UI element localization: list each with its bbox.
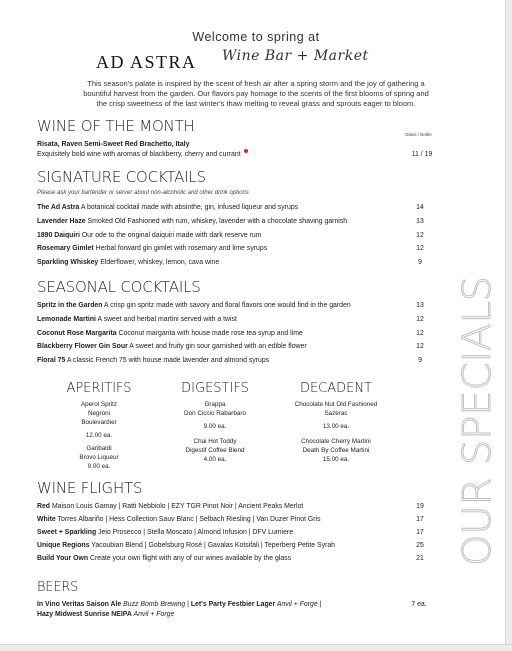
- seasonal-item-name: Blackberry Flower Gin Sour: [37, 343, 128, 351]
- beers-heading: BEERS: [37, 580, 79, 595]
- our-specials-side-text: [446, 270, 506, 570]
- beer-brewery: Anvil + Forge: [275, 601, 318, 608]
- beer-line-2: [37, 610, 427, 619]
- seasonal-heading: SEASONAL COCKTAILS: [37, 278, 201, 296]
- beer-price: 7 ea.: [411, 601, 427, 608]
- signature-item: [37, 203, 427, 212]
- page-edge-bottom: [0, 644, 512, 651]
- welcome-text: Welcome to spring at: [192, 30, 320, 44]
- flight-item-price: 21: [416, 555, 424, 562]
- decadent-heading: DECADENT: [299, 381, 373, 396]
- signature-item-desc: Elderflower, whiskey, lemon, cava wine: [98, 259, 220, 267]
- seasonal-item-desc: A sweet and herbal martini served with a twist: [95, 315, 237, 323]
- intro-line: bountiful harvest from the garden. Our flavors pay homage to the scents of the first blooms of spring and: [83, 89, 429, 98]
- beer-name: In Vino Veritas Saison Ale: [37, 601, 122, 608]
- flight-item-desc: Maison Louis Gamay | Ratti Nebbiolo | EZY TGR Pinot Noir | Ancient Peaks Merlot: [50, 503, 304, 510]
- intro-line: This season's palate is inspired by the scent of fresh air after a spring storm and the joy of gathering a: [87, 79, 425, 88]
- wine-of-month-heading: WINE OF THE MONTH: [37, 117, 195, 135]
- our-specials-svg: [446, 270, 506, 570]
- beer-name: Let's Party Festbier Lager: [190, 601, 276, 608]
- decadent-line: Chocolate Nut Old Fashioned: [294, 401, 378, 408]
- seasonal-item-price: 12: [416, 343, 424, 351]
- seasonal-item: [37, 342, 427, 351]
- signature-item: [37, 244, 427, 253]
- seasonal-item-desc: A crisp gin spritz made with savory and floral flavors one would find in the garden: [102, 302, 351, 309]
- flight-item-price: 19: [416, 503, 424, 510]
- digestifs-heading: DIGESTIFS: [181, 381, 249, 396]
- red-dot-mark: [244, 149, 248, 153]
- seasonal-item-desc: A sweet and fruity gin sour garnished with an edible flower: [127, 343, 307, 351]
- flight-item: [37, 528, 427, 537]
- seasonal-item-name: Lemonade Martini: [37, 315, 96, 323]
- wine-of-month-name: Risata, Raven Semi-Sweet Red Brachetto, Italy: [37, 141, 190, 148]
- signature-item-price: 14: [416, 204, 424, 211]
- decadent-line: Sazerac: [324, 410, 348, 417]
- decadent-column: [276, 380, 396, 464]
- flight-item-name: Sweet + Sparkling: [37, 529, 97, 536]
- wine-of-month-price: 11 / 19: [411, 151, 433, 158]
- flight-item-desc: Create your own flight with any of our wines available by the glass: [88, 555, 292, 562]
- signature-item-price: 12: [416, 245, 424, 253]
- brand-script: Wine Bar + Market: [222, 48, 369, 64]
- seasonal-item: [37, 301, 427, 310]
- signature-item: [37, 231, 427, 240]
- seasonal-item: [37, 329, 427, 338]
- aperitif-line: Boulevardier: [81, 419, 117, 426]
- flight-item: [37, 541, 427, 550]
- flight-item: [37, 502, 427, 511]
- signature-item-price: 9: [418, 259, 422, 267]
- beer-line-1: In Vino Veritas Saison Ale Buzz Bomb Brewing | Let's Party Festbier Lager Anvil + Forge |: [37, 601, 322, 608]
- aperitif-price: 12.00 ea.: [85, 432, 113, 439]
- our-specials-text: OUR SPECIALS: [455, 289, 499, 566]
- aperitifs-column: [44, 380, 154, 471]
- signature-item: [37, 258, 427, 267]
- signature-item-name: Rosemary Gimlet: [37, 245, 94, 253]
- decadent-price: 15.00 ea.: [322, 456, 350, 463]
- seasonal-item-name: Floral 75: [37, 357, 66, 365]
- intro-paragraph: [28, 79, 484, 109]
- signature-heading: SIGNATURE COCKTAILS: [37, 168, 206, 186]
- flight-item-price: 17: [416, 516, 424, 523]
- decadent-line: Chocolate Cherry Martini: [301, 438, 371, 445]
- intro-line: the crisp sweetness of the last winter's thaw melting to reveal grass and sprouts eager to bloom.: [96, 99, 416, 108]
- flight-item-desc: Jeio Prosecco | Stella Moscato | Almond Infusion | DFV Lumiere: [96, 529, 294, 536]
- seasonal-item-name: Coconut Rose Margarita: [37, 329, 117, 337]
- beer-brewery: Buzz Bomb Brewing: [121, 601, 186, 608]
- seasonal-item-price: 12: [416, 329, 424, 337]
- seasonal-item-desc: Coconut margarita with house made rose tea syrup and lime: [116, 329, 303, 337]
- aperitif-line: Brovo Liqueur: [79, 454, 119, 461]
- digestif-line: Don Ciccio Rabarbaro: [184, 410, 246, 417]
- flight-item: [37, 554, 427, 563]
- digestif-price: 4.00 ea.: [203, 456, 227, 463]
- flight-item-name: Unique Regions: [37, 542, 90, 549]
- signature-item-name: Sparkling Whiskey: [37, 259, 99, 267]
- flight-item-name: White: [37, 516, 56, 523]
- small-drinks-columns: [0, 380, 512, 480]
- flight-item-desc: Torres Albariño | Hess Collection Sauv Blanc | Selbach Riesling | Van Duzer Pinot Gris: [55, 516, 321, 523]
- signature-item-desc: Herbal forward gin gimlet with rosemary and lime syrups: [93, 245, 268, 253]
- digestif-line: Grappa: [204, 401, 226, 408]
- seasonal-item: [37, 315, 427, 324]
- flight-item-price: 17: [416, 529, 424, 536]
- wine-of-month-desc: Exquisitely bold wine with aromas of blackberry, cherry and currant: [37, 151, 241, 158]
- brand-logo: [96, 48, 426, 74]
- digestif-line: Chai Hot Toddy: [193, 438, 237, 445]
- signature-item-name: The Ad Astra: [37, 204, 80, 211]
- flight-item-name: Build Your Own: [37, 555, 89, 562]
- decadent-price: 13.00 ea.: [322, 423, 350, 430]
- seasonal-item-price: 9: [418, 357, 422, 365]
- seasonal-item-price: 13: [416, 302, 424, 309]
- flight-item-desc: Yacoubian Blend | Gobelsburg Rosé | Gavalas Kotsifali | Teperberg Petite Syrah: [89, 542, 335, 549]
- signature-item-name: 1890 Daiquiri: [37, 231, 80, 239]
- digestif-line: Digestif Coffee Blend: [185, 447, 245, 454]
- flight-item: [37, 515, 427, 524]
- flight-item-name: Red: [37, 503, 51, 510]
- signature-note: Please ask your bartender or server about non-alcoholic and other drink options: [37, 190, 249, 196]
- signature-item-name: Lavender Haze: [37, 217, 86, 225]
- seasonal-item-price: 12: [416, 315, 424, 323]
- glass-bottle-label: Glass / Bottle: [405, 132, 432, 137]
- aperitifs-heading: APERITIFS: [66, 381, 132, 396]
- seasonal-item-name: Spritz in the Garden: [37, 302, 103, 309]
- signature-item-price: 13: [416, 217, 424, 225]
- seasonal-item: [37, 356, 427, 365]
- flights-heading: WINE FLIGHTS: [37, 479, 143, 497]
- signature-item-desc: A botanical cocktail made with absinthe, gin, infused liqueur and syrups: [79, 204, 299, 211]
- decadent-line: Death By Coffee Martini: [302, 447, 370, 454]
- signature-item-price: 12: [416, 231, 424, 239]
- page-edge-right: [505, 0, 512, 651]
- aperitif-price: 9.00 ea.: [87, 463, 111, 470]
- beer-brewery: Anvil + Forge: [131, 611, 175, 618]
- beer-name: Hazy Midwest Sunrise NEIPA: [37, 611, 132, 618]
- signature-item-desc: Our ode to the original daiquiri made with dark reserve rum: [79, 231, 262, 239]
- flight-item-price: 25: [416, 542, 424, 549]
- aperitif-line: Negroni: [87, 410, 111, 417]
- aperitif-line: Garibaldi: [86, 445, 112, 452]
- signature-item: [37, 217, 427, 226]
- seasonal-item-desc: A classic French 75 with house made lavender and almond syrups: [65, 357, 270, 365]
- signature-item-desc: Smoked Old Fashioned with rum, whiskey, lavender with a chocolate shaving garnish: [85, 217, 348, 225]
- digestif-price: 9.00 ea.: [203, 423, 227, 430]
- digestifs-column: [160, 380, 270, 464]
- aperitif-line: Aperol Spritz: [80, 401, 118, 408]
- brand-name: AD ASTRA: [96, 52, 197, 72]
